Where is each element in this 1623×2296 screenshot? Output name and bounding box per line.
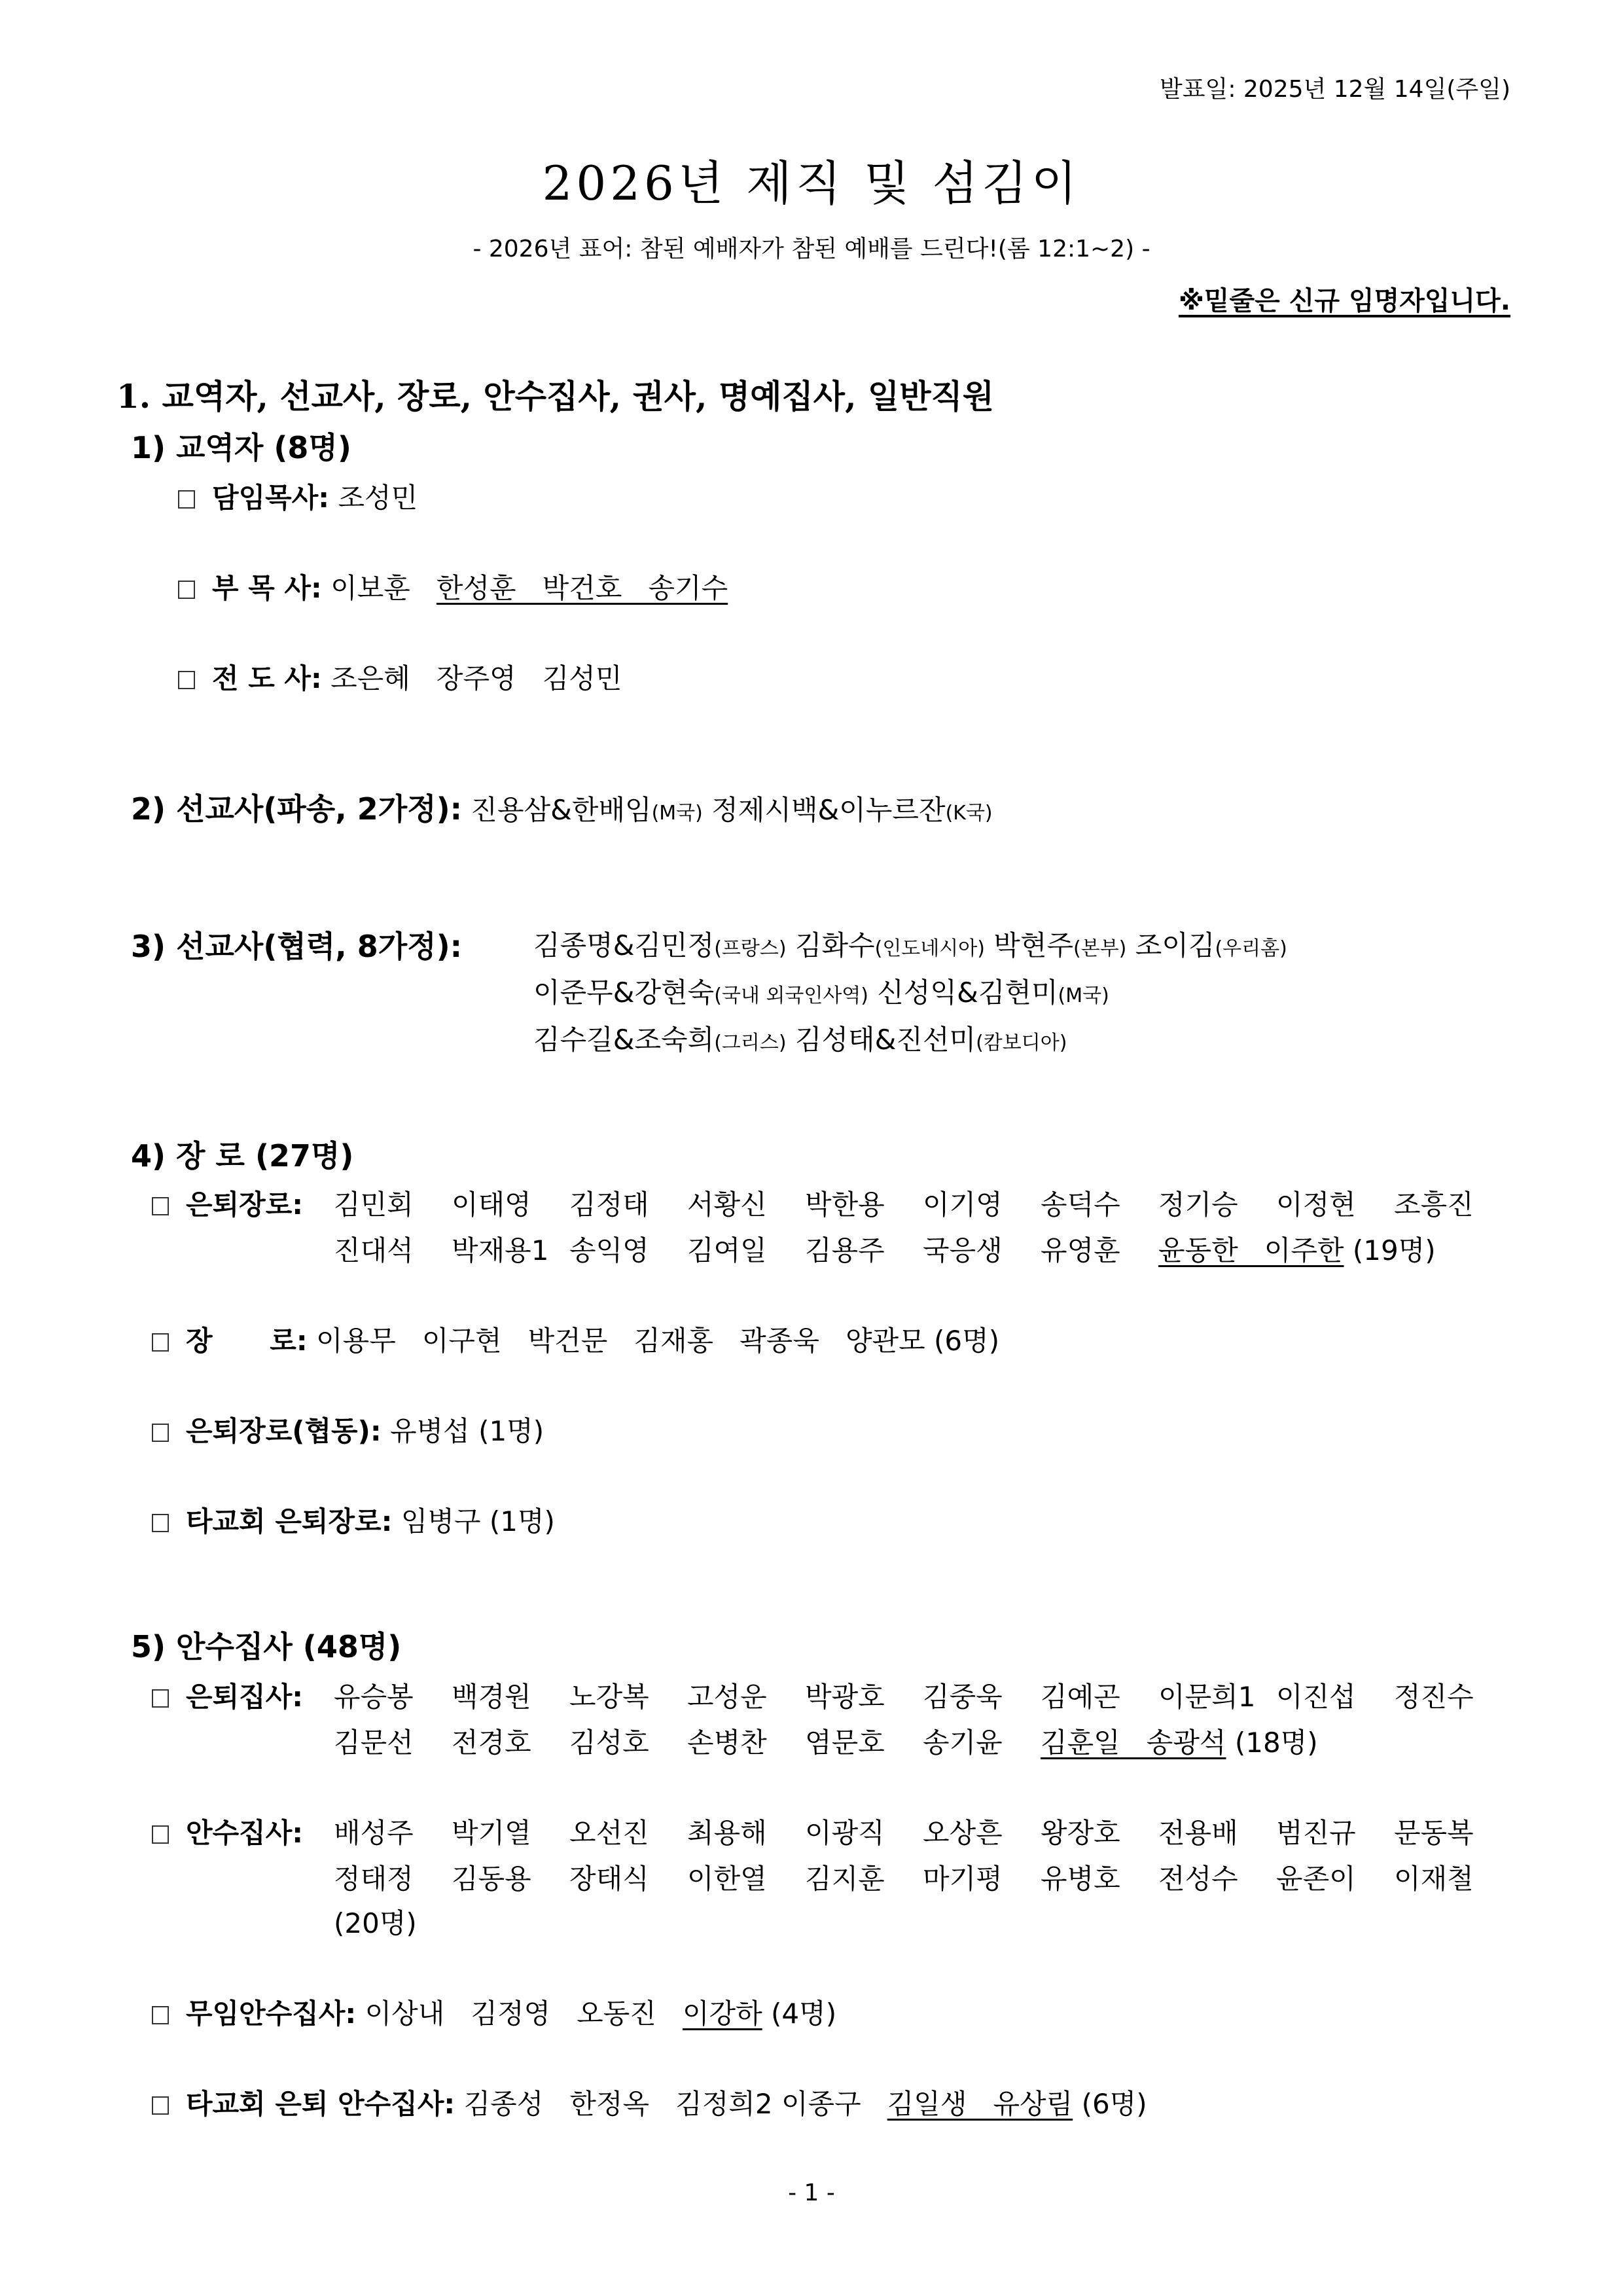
name: 유영훈 <box>1041 1234 1120 1266</box>
retired-elders-row-1 <box>334 1183 1474 1223</box>
name: 조성민 <box>338 482 418 514</box>
name: 송덕수 <box>1041 1189 1120 1221</box>
name: 김성호 <box>569 1727 649 1759</box>
name: 서황신 <box>687 1189 767 1221</box>
checkbox-icon <box>152 1197 169 1215</box>
deacons-heading: 5) 안수집사 (48명) <box>131 1629 402 1664</box>
checkbox-icon <box>152 2096 169 2115</box>
missionary-name: 김성태&진선미 <box>794 1024 976 1056</box>
name: 조흥진 <box>1394 1189 1474 1221</box>
name: 조은혜 <box>330 662 410 694</box>
name: 문동복 <box>1394 1817 1474 1849</box>
new-appointees: 김훈일 송광석 <box>1041 1727 1226 1759</box>
missionary-place: (K국) <box>945 802 993 825</box>
name: 박한용 <box>805 1189 885 1221</box>
evangelist-row <box>178 657 622 696</box>
missionary-place: (인도네시아) <box>874 937 985 960</box>
name: 마기평 <box>923 1863 1003 1895</box>
missionaries-sent-row <box>131 785 993 829</box>
name: 김민회 <box>334 1189 414 1221</box>
name: 이한열 <box>687 1863 767 1895</box>
name: 오선진 <box>569 1817 649 1849</box>
name: 박기열 <box>452 1817 531 1849</box>
name: 김정태 <box>569 1189 649 1221</box>
name: 이상내 <box>365 1998 445 2030</box>
name: 이기영 <box>923 1189 1003 1221</box>
name: 김여일 <box>687 1234 767 1266</box>
name: 박재용1 <box>452 1234 549 1266</box>
name: 범진규 <box>1276 1817 1356 1849</box>
missionary-place: (우리홈) <box>1215 937 1287 960</box>
row-label: 무임안수집사: <box>186 1998 357 2030</box>
missionary-place: (프랑스) <box>714 937 787 960</box>
name: 전성수 <box>1158 1863 1238 1895</box>
row-label: 부 목 사: <box>212 572 322 604</box>
name: 왕장호 <box>1041 1817 1120 1849</box>
name: 오동진 <box>577 1998 656 2030</box>
section-1-heading: 1. 교역자, 선교사, 장로, 안수집사, 권사, 명예집사, 일반직원 <box>116 377 995 416</box>
missionaries-partner-line-1 <box>533 924 1287 963</box>
missionary-name: 김화수 <box>794 929 875 961</box>
ordained-deacons-count: (20명) <box>334 1907 417 1939</box>
name: 정기승 <box>1158 1189 1238 1221</box>
name: 이진섭 <box>1276 1681 1356 1713</box>
name: 김정영 <box>471 1998 551 2030</box>
missionary-name: 이준무&강현숙 <box>533 977 715 1009</box>
name: 김성민 <box>542 662 622 694</box>
checkbox-icon <box>178 671 195 689</box>
name: 임병구 <box>401 1505 481 1537</box>
other-church-elders-row <box>152 1500 555 1539</box>
name: 유승봉 <box>334 1681 414 1713</box>
row-label: 장 로: <box>186 1325 308 1357</box>
row-label: 타교회 은퇴장로: <box>186 1505 393 1537</box>
count: (6명) <box>1081 2088 1147 2120</box>
retired-elders-row-2 <box>334 1229 1436 1268</box>
checkbox-icon <box>178 490 195 509</box>
pastors-heading: 1) 교역자 (8명) <box>131 430 351 465</box>
count: (6명) <box>934 1325 1000 1357</box>
row-label: 은퇴장로(협동): <box>186 1415 382 1447</box>
missionary-place: (국내 외국인사역) <box>714 984 868 1007</box>
name: 이재철 <box>1394 1863 1474 1895</box>
missionary-name: 조이김 <box>1135 929 1215 961</box>
new-appointees: 한성훈 박건호 송기수 <box>436 572 728 604</box>
checkbox-icon <box>152 1424 169 1442</box>
missionary-name: 정제시백&이누르잔 <box>711 794 946 826</box>
missionary-place: (그리스) <box>714 1031 787 1054</box>
missionaries-partner-heading: 3) 선교사(협력, 8가정): <box>131 929 463 964</box>
missionaries-partner-line-3 <box>533 1018 1067 1058</box>
name: 이문희1 <box>1158 1681 1256 1713</box>
name: 오상흔 <box>923 1817 1003 1849</box>
announcement-date: 발표일: 2025년 12월 14일(주일) <box>1160 76 1510 103</box>
name: 고성운 <box>687 1681 767 1713</box>
missionary-name: 김종명&김민정 <box>533 929 715 961</box>
missionary-name: 박현주 <box>993 929 1074 961</box>
row-label: 안수집사: <box>186 1817 304 1849</box>
row-label: 타교회 은퇴 안수집사: <box>186 2088 455 2120</box>
name: 김중욱 <box>923 1681 1003 1713</box>
retired-coop-elders-row <box>152 1410 544 1449</box>
name: 전경호 <box>452 1727 531 1759</box>
name: 김동용 <box>452 1863 531 1895</box>
checkbox-icon <box>178 581 195 599</box>
name: 이용무 <box>316 1325 396 1357</box>
name: 한정옥 <box>569 2088 650 2120</box>
name: 김예곤 <box>1041 1681 1120 1713</box>
row-label: 전 도 사: <box>212 662 322 694</box>
name: 유병섭 <box>389 1415 470 1447</box>
missionaries-partner-line-2 <box>533 971 1109 1011</box>
row-label: 담임목사: <box>212 482 330 514</box>
checkbox-icon <box>152 1514 169 1532</box>
document-title: 2026년 제직 및 섬김이 <box>542 156 1081 211</box>
associate-pastor-row <box>178 567 728 606</box>
name: 국응생 <box>923 1234 1003 1266</box>
ordained-deacons-label <box>152 1812 303 1851</box>
count: (18명) <box>1234 1727 1318 1759</box>
missionary-name: 진용삼&한배임 <box>471 794 652 826</box>
missionary-place: (캄보디아) <box>976 1031 1067 1054</box>
missionary-place: (M국) <box>1058 984 1109 1007</box>
name: 곽종욱 <box>740 1325 819 1357</box>
ordained-deacons-row-2 <box>334 1857 1474 1897</box>
retired-deacons-row-2 <box>334 1721 1318 1761</box>
active-elders-row <box>152 1319 999 1359</box>
checkbox-icon <box>152 2006 169 2024</box>
name: 정태정 <box>334 1863 414 1895</box>
name: 김재홍 <box>633 1325 714 1357</box>
name: 이광직 <box>805 1817 885 1849</box>
missionary-place: (본부) <box>1073 937 1127 960</box>
name: 정진수 <box>1394 1681 1474 1713</box>
new-appointees: 김일생 유상림 <box>887 2088 1073 2120</box>
name: 이보훈 <box>330 572 410 604</box>
missionary-name: 신성익&김현미 <box>877 977 1058 1009</box>
count: (1명) <box>478 1415 544 1447</box>
checkbox-icon <box>152 1333 169 1352</box>
name: 유병호 <box>1041 1863 1120 1895</box>
name: 김문선 <box>334 1727 414 1759</box>
name: 김지훈 <box>805 1863 885 1895</box>
name: 김정희2 <box>675 2088 773 2120</box>
name: 최용해 <box>687 1817 767 1849</box>
name: 장주영 <box>436 662 516 694</box>
name: 손병찬 <box>687 1727 767 1759</box>
checkbox-icon <box>152 1825 169 1844</box>
count: (4명) <box>771 1998 837 2030</box>
name: 이태영 <box>452 1189 531 1221</box>
retired-elders-label <box>152 1183 303 1223</box>
name: 백경원 <box>452 1681 531 1713</box>
name: 배성주 <box>334 1817 414 1849</box>
name: 이정현 <box>1276 1189 1356 1221</box>
missionaries-sent-heading: 2) 선교사(파송, 2가정): <box>131 791 463 827</box>
name: 송기윤 <box>923 1727 1003 1759</box>
missionary-name: 김수길&조숙희 <box>533 1024 715 1056</box>
ordained-deacons-row-1 <box>334 1812 1474 1851</box>
yearly-motto: - 2026년 표어: 참된 예배자가 참된 예배를 드린다!(롬 12:1~2) - <box>473 236 1150 262</box>
page-number: - 1 - <box>788 2179 835 2206</box>
name: 김용주 <box>805 1234 885 1266</box>
count: (19명) <box>1352 1234 1436 1266</box>
name: 양관모 <box>845 1325 925 1357</box>
missionary-place: (M국) <box>651 802 703 825</box>
name: 박광호 <box>805 1681 885 1713</box>
name: 윤존이 <box>1276 1863 1356 1895</box>
senior-pastor-row <box>178 476 418 516</box>
name: 김종성 <box>463 2088 544 2120</box>
row-label: 은퇴장로: <box>186 1189 304 1221</box>
row-label: 은퇴집사: <box>186 1681 304 1713</box>
underline-note: ※밑줄은 신규 임명자입니다. <box>1179 286 1510 316</box>
retired-deacons-row-1 <box>334 1676 1474 1715</box>
other-church-deacons-row <box>152 2083 1147 2122</box>
name: 장태식 <box>569 1863 649 1895</box>
count: (1명) <box>489 1505 555 1537</box>
name: 이종구 <box>781 2088 861 2120</box>
name: 박건문 <box>527 1325 608 1357</box>
name: 노강복 <box>569 1681 649 1713</box>
name: 전용배 <box>1158 1817 1238 1849</box>
elders-heading: 4) 장 로 (27명) <box>131 1138 354 1174</box>
new-appointees: 이강하 <box>682 1998 762 2030</box>
name: 염문호 <box>805 1727 885 1759</box>
unassigned-deacons-row <box>152 1992 836 2032</box>
retired-deacons-label <box>152 1676 303 1715</box>
name: 이구현 <box>421 1325 502 1357</box>
checkbox-icon <box>152 1689 169 1708</box>
new-appointees: 윤동한 이주한 <box>1158 1234 1344 1266</box>
name: 진대석 <box>334 1234 414 1266</box>
name: 송익영 <box>569 1234 649 1266</box>
